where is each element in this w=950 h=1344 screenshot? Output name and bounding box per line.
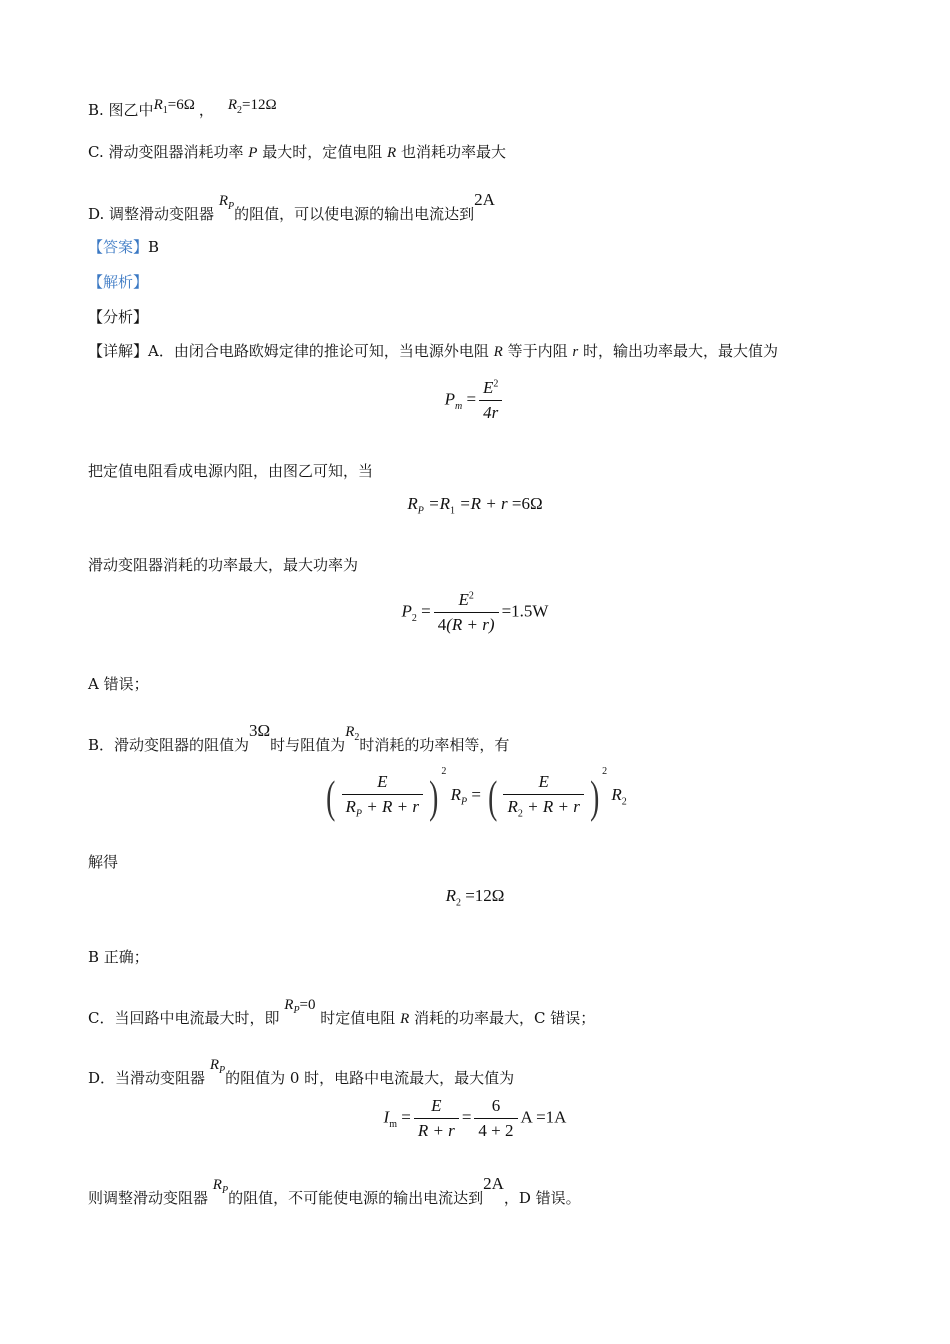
paragraph-2: 把定值电阻看成电源内阻，由图乙可知，当 [88,462,374,480]
option-b: B. 图乙中$R_1=6\Omega$ ， $R_2=12\Omega$ [88,97,277,119]
answer-label: 【答案】 [88,238,149,256]
equation-p2: $P_2$ = $\frac{E^2}{4(R + r)}$ =1.5W [401,590,549,634]
option-c: C. 滑动变阻器消耗功率 P 最大时，定值电阻 R 也消耗功率最大 [88,143,506,161]
equation-power-equal: ( $\frac{E}{R_P + R + r}$ ) $^2$ $R_P$ = ( $\frac{E}{R_2 + R + r}$ ) $^2$ $R_2$ [326,766,627,822]
equation-im: $I_m$ = $\frac{E}{R + r}$ = $\frac{6}{4 + 2}$ A =1A [383,1096,567,1140]
detail-c: C．当回路中电流最大时，即 $R_P=0$ 时定值电阻 R 消耗的功率最大，C 错误； [88,997,596,1027]
fenxi-label: 【分析】 [88,308,149,326]
equation-rp: $R_P =R_1 =R + r =6\Omega$ [407,494,543,517]
option-d: D. 调整滑动变阻器 $R_P$的阻值，可以使电源的输出电流达到2A [88,190,495,223]
analysis-label: 【解析】 [88,273,149,291]
detail-a: 【详解】A．由闭合电路欧姆定律的推论可知，当电源外电阻 R 等于内阻 r 时，输出功率最大，最大值为 [88,342,779,360]
paragraph-4: A 错误； [88,675,149,693]
detail-b: B．滑动变阻器的阻值为3Ω时与阻值为$R_2$时消耗的功率相等，有 [88,721,510,754]
equation-pm: $P_m$ = $\frac{E^2}{4r}$ [0,378,950,423]
detail-d: D．当滑动变阻器 $R_P$的阻值为 0 时，电路中电流最大，最大值为 [88,1057,515,1087]
paragraph-3: 滑动变阻器消耗的功率最大，最大功率为 [88,556,359,574]
equation-r2: $R_2 =12\Omega$ [445,886,505,909]
final-line: 则调整滑动变阻器 $R_P$的阻值，不可能使电源的输出电流达到2A，D 错误。 [88,1174,581,1207]
paragraph-6: 解得 [88,853,119,871]
paragraph-7: B 正确； [88,948,149,966]
answer-value: B [148,238,160,256]
answer-line [88,237,159,257]
